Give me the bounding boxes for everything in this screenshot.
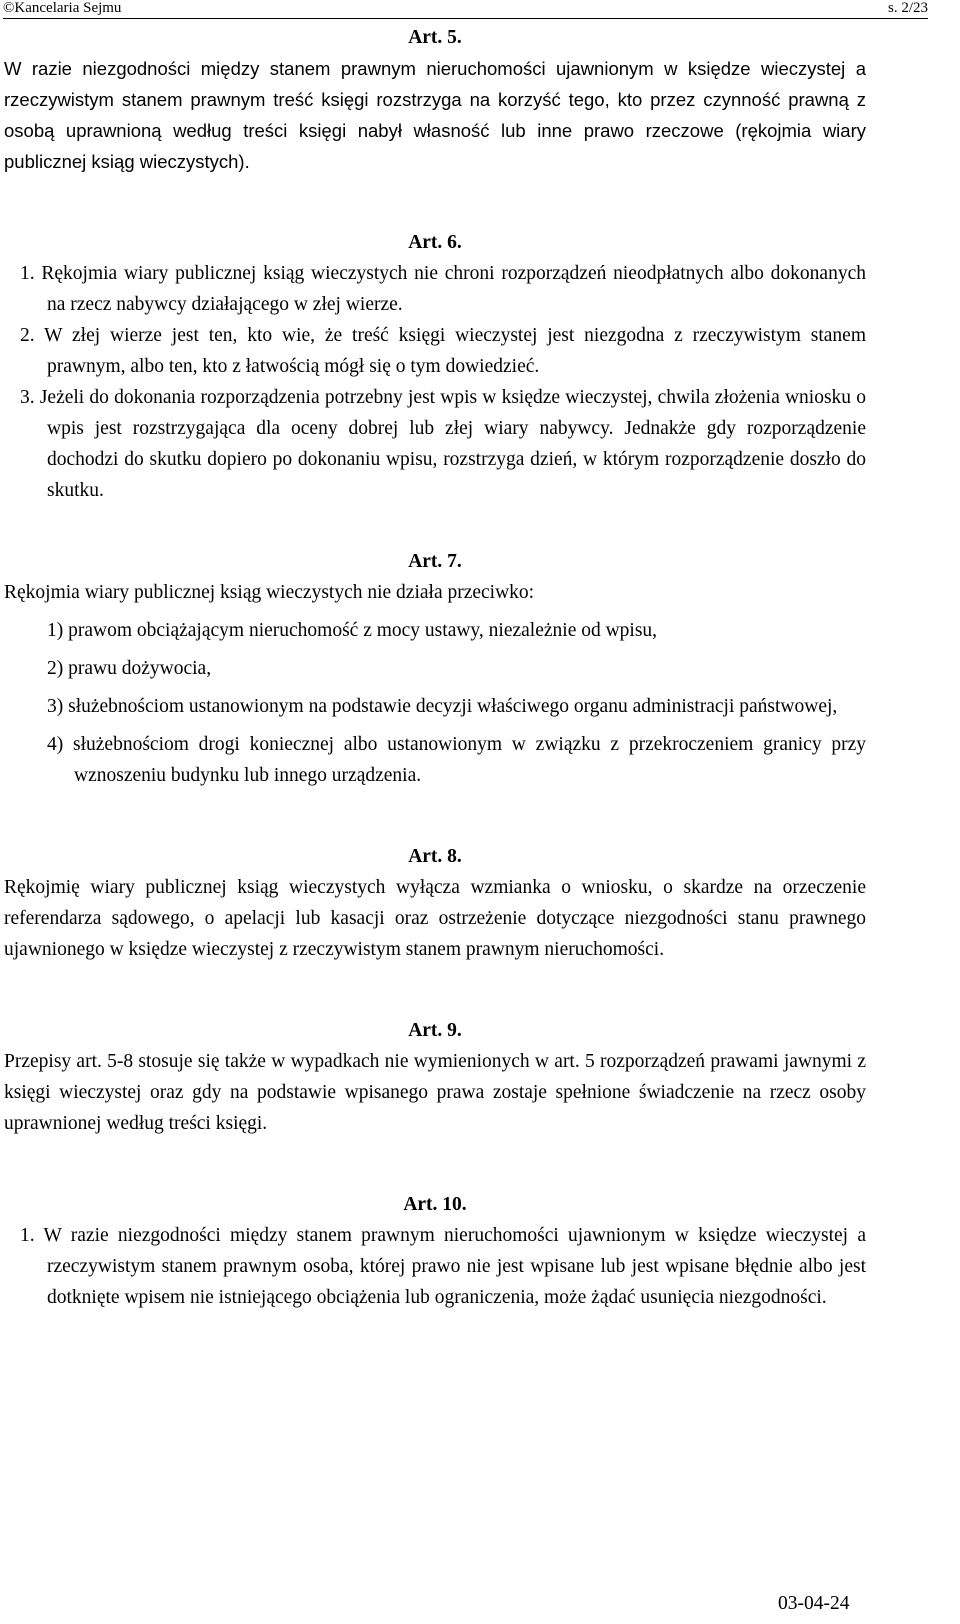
article-10 xyxy=(4,1189,866,1313)
footer-date: 03-04-24 xyxy=(778,1593,850,1614)
copyright-label: ©Kancelaria Sejmu xyxy=(3,0,122,16)
list-item: 3) służebnościom ustanowionym na podstawie decyzji właściwego organu administracji państwowej, xyxy=(47,696,838,717)
article-title: Art. 9. xyxy=(408,1020,462,1041)
header-divider xyxy=(3,18,928,19)
article-paragraph: Przepisy art. 5-8 stosuje się także w wypadkach nie wymienionych w art. 5 rozporządzeń prawami jawnymi z księgi wieczystej oraz gdy na podstawie wpisanego prawa zostaje spełnione świadczenie na rzecz osoby uprawnionej według treści księgi. xyxy=(4,1051,866,1134)
article-5 xyxy=(4,22,866,177)
article-paragraph: Rękojmię wiary publicznej ksiąg wieczystych wyłącza wzmianka o wniosku, o skardze na orzeczenie referendarza sądowego, o apelacji lub kasacji oraz ostrzeżenie dotyczące niezgodności stanu prawnego ujawnionego w księdze wieczystej z rzeczywistym stanem prawnym nieruchomości. xyxy=(4,877,866,960)
article-title: Art. 10. xyxy=(403,1194,467,1215)
article-clause: 1. Rękojmia wiary publicznej ksiąg wieczystych nie chroni rozporządzeń nieodpłatnych albo dokonanych na rzecz nabywcy działającego w złej wierze. xyxy=(20,263,866,315)
article-9 xyxy=(4,1015,866,1139)
list-item: 2) prawu dożywocia, xyxy=(47,658,212,679)
article-paragraph: W razie niezgodności między stanem prawnym nieruchomości ujawnionym w księdze wieczystej a rzeczywistym stanem prawnym treść księgi rozstrzyga na korzyść tego, kto przez czynność prawną z osobą uprawnioną według treści księgi nabył własność lub inne prawo rzeczowe (rękojmia wiary publicznej ksiąg wieczystych). xyxy=(4,58,866,172)
article-title: Art. 7. xyxy=(408,551,462,572)
article-intro: Rękojmia wiary publicznej ksiąg wieczystych nie działa przeciwko: xyxy=(4,582,535,603)
article-clause: 3. Jeżeli do dokonania rozporządzenia potrzebny jest wpis w księdze wieczystej, chwila złożenia wniosku o wpis jest rozstrzygająca dla oceny dobrej lub złej wiary nabywcy. Jednakże gdy rozporządzenie dochodzi do skutku dopiero po dokonaniu wpisu, rozstrzyga dzień, w którym rozporządzenie doszło do skutku. xyxy=(20,387,866,501)
article-title: Art. 5. xyxy=(408,27,462,48)
article-8 xyxy=(4,841,866,965)
page-number: s. 2/23 xyxy=(887,0,928,16)
article-clause: 1. W razie niezgodności między stanem prawnym nieruchomości ujawnionym w księdze wieczystej a rzeczywistym stanem prawnym osoba, której prawo nie jest wpisane lub jest wpisane błędnie albo jest dotknięte wpisem nie istniejącego obciążenia lub ograniczenia, może żądać usunięcia niezgodności. xyxy=(20,1225,866,1308)
document-body xyxy=(4,22,866,1313)
list-item: 4) służebnościom drogi koniecznej albo ustanowionym w związku z przekroczeniem granicy przy wznoszeniu budynku lub innego urządzenia. xyxy=(47,734,866,786)
list-item: 1) prawom obciążającym nieruchomość z mocy ustawy, niezależnie od wpisu, xyxy=(47,620,658,641)
article-clause: 2. W złej wierze jest ten, kto wie, że treść księgi wieczystej jest niezgodna z rzeczywistym stanem prawnym, albo ten, kto z łatwością mógł się o tym dowiedzieć. xyxy=(20,325,866,377)
article-6 xyxy=(4,227,866,506)
page-header xyxy=(0,0,960,22)
article-title: Art. 6. xyxy=(408,232,462,253)
article-title: Art. 8. xyxy=(408,846,462,867)
article-7 xyxy=(4,546,866,791)
